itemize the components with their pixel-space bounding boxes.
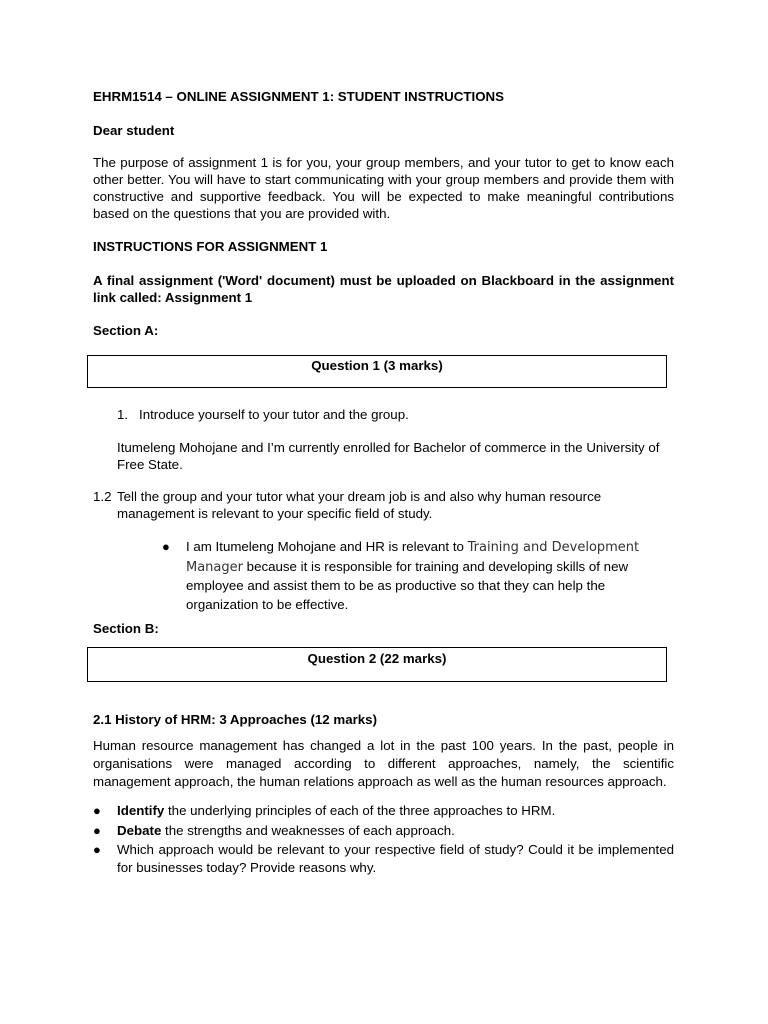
section-a-heading: Section A: [93,323,159,338]
question-1-2-answer [186,538,674,614]
question-1-1-answer: Itumeleng Mohojane and I’m currently enrolled for Bachelor of commerce in the University of Free State. [117,440,660,472]
question-2-box [87,647,667,682]
question-2-1-intro: Human resource management has changed a lot in the past 100 years. In the past, people in organisations were managed according to different approaches, namely, the scientific management approach, the human relations approach as well as the human resources approach. [93,738,674,789]
bullet-dot: ● [162,539,170,554]
question-2-label: Question 2 (22 marks) [307,651,447,666]
dream-job-text: Training and Development Manager [186,540,640,575]
question-1-box [87,355,667,388]
list-item [117,822,674,839]
document-title: EHRM1514 – ONLINE ASSIGNMENT 1: STUDENT INSTRUCTIONS [93,89,505,104]
answer-text-part2: because it is responsible for training and developing skills of new employee and assist them to be as productive so that they can help the organization to be effective. [186,558,629,612]
question-1-1-text: Introduce yourself to your tutor and the group. [139,407,409,422]
list-item [117,802,674,819]
question-1-2-number: 1.2 [93,489,112,504]
list-item-bold: Debate [117,823,162,838]
bullet-dot: ● [93,842,101,857]
list-item-bold: Identify [117,803,165,818]
question-1-1-number: 1. [117,407,129,422]
bullet-dot: ● [93,823,101,838]
question-1-label: Question 1 (3 marks) [311,358,443,373]
answer-text-part1: I am Itumeleng Mohojane and HR is relevant to [186,539,468,554]
instructions-heading: INSTRUCTIONS FOR ASSIGNMENT 1 [93,239,328,254]
upload-note: A final assignment ('Word' document) must be uploaded on Blackboard in the assignment link called: Assignment 1 [93,273,674,305]
bullet-dot: ● [93,803,101,818]
list-item [117,841,674,877]
question-1-2-text: Tell the group and your tutor what your dream job is and also why human resource management is relevant to your specific field of study. [117,489,602,521]
question-2-1-heading: 2.1 History of HRM: 3 Approaches (12 marks) [93,712,377,727]
intro-paragraph: The purpose of assignment 1 is for you, your group members, and your tutor to get to know each other better. You will have to start communicating with your group members and provide them with constructive and supportive feedback. You will be expected to make meaningful contributions based on the questions that you are provided with. [93,155,674,221]
greeting: Dear student [93,123,175,138]
section-b-heading: Section B: [93,621,159,636]
list-item-text: the underlying principles of each of the three approaches to HRM. [164,803,556,818]
list-item-text: Which approach would be relevant to your respective field of study? Could it be implemented for businesses today? Provide reasons why. [117,842,674,875]
list-item-text: the strengths and weaknesses of each approach. [161,823,455,838]
